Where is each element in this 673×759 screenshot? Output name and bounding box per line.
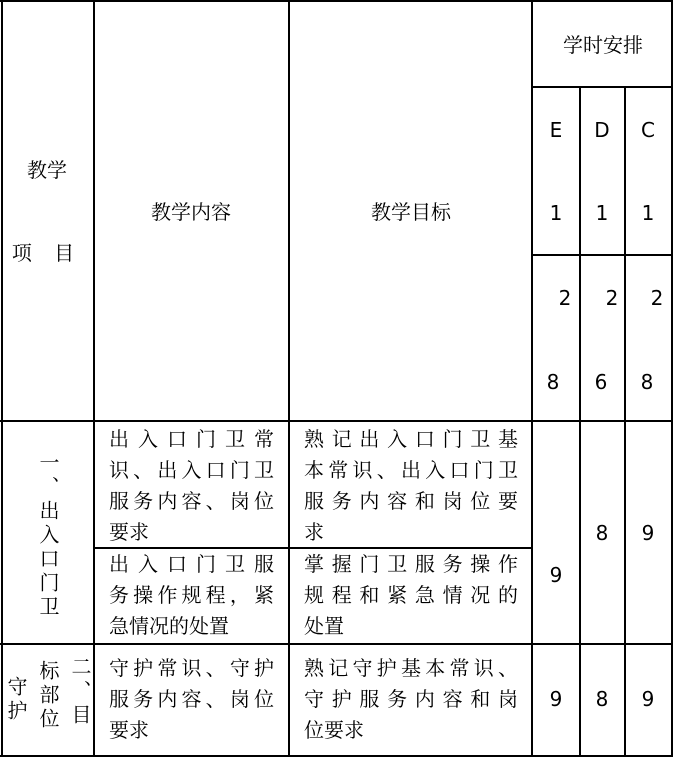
text-line: 熟记守护基本常识、 (304, 656, 518, 680)
level-c-hours2a: 2 (650, 286, 664, 310)
table-border (1, 0, 3, 757)
table-border (532, 254, 673, 256)
header-content: 教学内容 (151, 200, 231, 224)
text-line: 熟记出入口门卫基 (304, 427, 518, 451)
row1-project: 一、出入口门卫 (36, 452, 60, 620)
table-border (531, 0, 533, 757)
level-e: E (549, 118, 563, 142)
level-c-hours2b: 8 (640, 370, 654, 394)
level-e-hours1: 1 (549, 201, 563, 225)
level-e-hours2a: 2 (558, 286, 572, 310)
level-d-hours1: 1 (595, 201, 609, 225)
table-border (579, 86, 581, 757)
header-project-line1: 教学 (27, 158, 67, 182)
text-line: 出入口门卫常 (109, 427, 274, 451)
text-line: 要求 (109, 520, 149, 544)
row1-c-hours: 9 (641, 521, 655, 545)
row2-project-col1: 二、目 (68, 656, 92, 728)
text-line: 处置 (304, 614, 344, 638)
text-line: 守护服务内容和岗 (304, 687, 518, 711)
row2-c-hours: 9 (641, 687, 655, 711)
table-border (0, 643, 673, 645)
text-line: 求 (304, 520, 324, 544)
row1-d-hours: 8 (595, 521, 609, 545)
row2-e-hours: 9 (549, 687, 563, 711)
row1-item2-goal (304, 549, 518, 642)
table-border (288, 0, 290, 757)
text-line: 位要求 (304, 718, 364, 742)
header-project-line2: 项 目 (11, 241, 83, 265)
text-line: 要求 (109, 718, 149, 742)
level-c-hours1: 1 (641, 201, 655, 225)
level-d: D (594, 118, 610, 142)
text-line: 服务内容、岗位 (109, 489, 274, 513)
text-line: 服务内容、岗位 (109, 687, 274, 711)
table-border (0, 755, 673, 757)
text-line: 掌握门卫服务操作 (304, 552, 518, 576)
text-line: 识、出入口门卫 (109, 458, 274, 482)
table-border (532, 86, 673, 88)
text-line: 服务内容和岗位要 (304, 489, 518, 513)
text-line: 务操作规程，紧 (109, 583, 274, 607)
row1-item2-content (109, 549, 274, 642)
text-line: 本常识、出入口门卫 (304, 458, 518, 482)
table-border (0, 0, 673, 2)
row2-d-hours: 8 (595, 687, 609, 711)
row1-item1-content (109, 424, 274, 548)
text-line: 急情况的处置 (109, 614, 229, 638)
level-d-hours2a: 2 (605, 286, 619, 310)
table-border (93, 0, 95, 757)
level-d-hours2b: 6 (594, 370, 608, 394)
row2-item1-content (109, 653, 274, 746)
header-goal: 教学目标 (371, 200, 451, 224)
text-line: 出入口门卫服 (109, 552, 274, 576)
text-line: 规程和紧急情况的 (304, 583, 518, 607)
table-border (0, 420, 673, 422)
row2-project-col2: 标部位 (36, 660, 60, 732)
level-e-hours2b: 8 (546, 370, 560, 394)
row2-project-col3: 守护 (4, 676, 28, 724)
table-border (624, 86, 626, 757)
row1-item1-goal (304, 424, 518, 548)
level-c: C (641, 118, 655, 142)
header-schedule: 学时安排 (563, 33, 643, 57)
row1-e-hours: 9 (549, 563, 563, 587)
text-line: 守护常识、守护 (109, 656, 274, 680)
row2-item1-goal (304, 653, 518, 746)
